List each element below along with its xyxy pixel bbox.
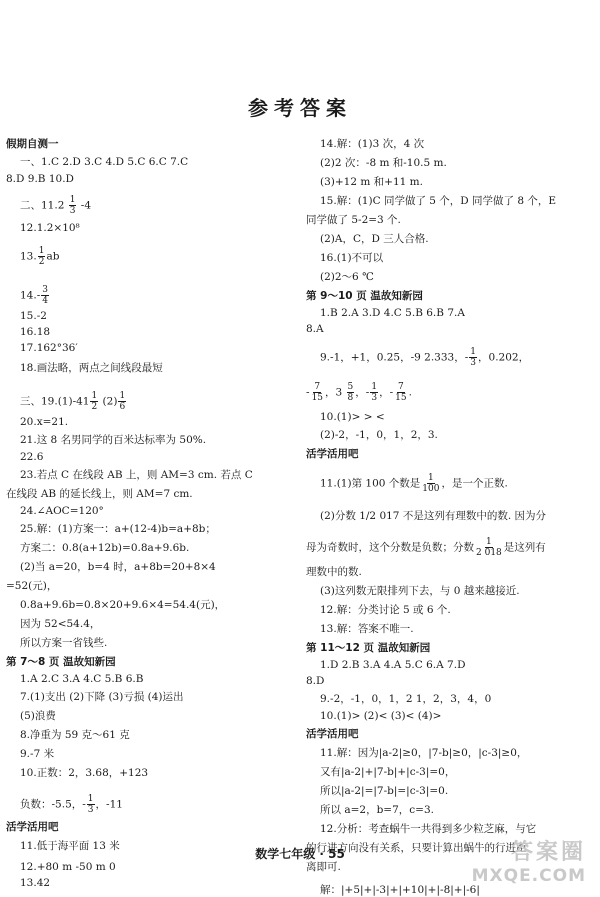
fraction <box>38 246 46 267</box>
fraction <box>347 382 355 403</box>
answer-line <box>6 794 286 815</box>
answer-line <box>6 195 286 216</box>
answer-text: 11.(1)第 100 个数是 <box>320 477 421 490</box>
answer-text: 9.-1，+1，0.25，-9 2.333，- <box>320 351 469 364</box>
answer-line: 又有|a-2|+|7-b|+|c-3|=0， <box>320 766 456 778</box>
answer-line <box>6 391 286 412</box>
answer-line: 18.画法略，两点之间线段最短 <box>20 362 163 374</box>
fraction-numerator: 1 <box>486 537 492 547</box>
answer-line: (2)当 a=20，b=4 时，a+8b=20+8×4 <box>20 561 216 573</box>
fraction-numerator: 1 <box>119 391 126 401</box>
answer-line: (2)2 次：-8 m 和-10.5 m. <box>320 157 447 169</box>
fraction-numerator: 1 <box>87 794 94 804</box>
punctuation: ，- <box>355 386 370 399</box>
answer-line: 16.(1)不可以 <box>320 252 384 264</box>
fraction <box>118 391 126 412</box>
fraction-denominator: 3 <box>371 393 378 403</box>
fraction-numerator: 1 <box>371 382 378 392</box>
fraction-numerator: 7 <box>314 382 321 392</box>
fraction <box>311 382 324 403</box>
answer-line: 1.A 2.C 3.A 4.C 5.B 6.B <box>20 673 144 685</box>
answer-line: (3)+12 m 和+11 m. <box>320 176 423 188</box>
answer-text: 13. <box>20 250 37 263</box>
answer-line: 解：|+5|+|-3|+|+10|+|-8|+|-6| <box>320 884 480 896</box>
answer-line: 8.D <box>306 675 325 687</box>
fraction-numerator: 7 <box>398 382 404 392</box>
answer-line: 1.B 2.A 3.D 4.C 5.B 6.B 7.A <box>320 307 465 319</box>
section-heading: 活学活用吧 <box>6 821 59 833</box>
fraction <box>421 473 440 494</box>
fraction-denominator: 4 <box>42 296 48 306</box>
fraction-numerator: 1 <box>470 347 477 357</box>
answer-line: 10.正数：2，3.68，+123 <box>20 767 149 779</box>
punctuation: . <box>408 386 412 399</box>
fraction-numerator: 1 <box>91 391 98 401</box>
fraction-numerator: 1 <box>38 246 45 256</box>
answer-line <box>306 347 594 368</box>
answer-line: 11.低于海平面 13 米 <box>20 840 120 852</box>
fraction <box>90 391 98 412</box>
answer-line: 的行进方向没有关系，只要计算出蜗牛的行进距 <box>306 842 527 854</box>
fraction-numerator: 1 <box>428 473 434 483</box>
page-footer: 数学七年级 · 55 <box>255 847 345 861</box>
answer-text: (2) <box>99 395 118 408</box>
fraction-numerator: 1 <box>69 195 76 205</box>
answer-column-right <box>306 136 594 897</box>
answer-line <box>306 537 594 558</box>
punctuation: ，3 <box>325 386 346 399</box>
section-heading: 活学活用吧 <box>306 728 359 740</box>
answer-line: 所以 a=2，b=7，c=3. <box>320 804 434 816</box>
answer-text: ，-11 <box>95 798 123 811</box>
answer-line: (2)A，C，D 三人合格. <box>320 233 429 245</box>
answer-text: ，是一个正数. <box>441 477 508 490</box>
fraction-denominator: 2 <box>91 402 98 412</box>
answer-line: (5)浪费 <box>20 710 56 722</box>
answer-line: 一、1.C 2.D 3.C 4.D 5.C 6.C 7.C <box>20 156 189 168</box>
answer-line <box>306 473 594 494</box>
answer-line: 17.162°36′ <box>20 342 78 354</box>
answer-text: 是这列有 <box>503 541 546 554</box>
answer-line: 15.解：(1)C 同学做了 5 个，D 同学做了 8 个，E <box>320 195 557 207</box>
fraction-numerator: 5 <box>347 382 354 392</box>
section-heading: 第 11～12 页 温故知新园 <box>306 642 431 654</box>
answer-line: 25.解：(1)方案一：a+(12-4)b=a+8b； <box>20 523 216 535</box>
watermark-logo <box>472 835 586 886</box>
answer-line: =52(元)， <box>6 580 58 592</box>
answer-line: 15.-2 <box>20 310 47 322</box>
answer-line: 方案二：0.8(a+12b)=0.8a+9.6b. <box>20 542 190 554</box>
fraction <box>370 382 378 403</box>
fraction-denominator: 100 <box>422 484 440 494</box>
answer-line <box>6 285 286 306</box>
answer-text: 14.- <box>20 289 41 302</box>
fraction-denominator: 2 <box>38 257 45 267</box>
answer-line: 14.解：(1)3 次，4 次 <box>320 138 425 150</box>
answer-text: -4 <box>77 199 92 212</box>
section-heading: 第 9～10 页 温故知新园 <box>306 290 423 302</box>
answer-line: 因为 52<54.4， <box>20 618 101 630</box>
answer-line: 16.18 <box>20 326 51 338</box>
answer-line: 12.解：分类讨论 5 或 6 个. <box>320 604 451 616</box>
watermark-text-en: MXQE.COM <box>471 866 586 886</box>
answer-line: 9.-7 米 <box>20 748 55 760</box>
answer-text: 负数：-5.5，- <box>20 798 86 811</box>
answer-line: 12.+80 m -50 m 0 <box>20 861 116 873</box>
answer-line: 8.A <box>306 323 324 335</box>
answer-line: 1.D 2.B 3.A 4.A 5.C 6.A 7.D <box>320 659 466 671</box>
answer-line: (2)2～6 ℃ <box>320 271 374 283</box>
answer-line: 在线段 AB 的延长线上，则 AM=7 cm. <box>6 488 193 500</box>
fraction-numerator: 3 <box>42 285 48 295</box>
answer-line: 10.(1)> > < <box>320 411 385 423</box>
answer-line: 13.42 <box>20 877 51 889</box>
answer-line: 9.-2，-1，0，1，2 1，2，3，4，0 <box>320 693 492 705</box>
answer-line: 离即可. <box>306 861 341 873</box>
fraction-denominator: 3 <box>470 358 477 368</box>
fraction-denominator: 15 <box>311 393 324 403</box>
answer-line: 24.∠AOC=120° <box>20 505 104 517</box>
answer-line <box>6 246 286 267</box>
answer-text: 三、19.(1)-41 <box>20 395 90 408</box>
answer-line: (2)-2，-1，0，1，2，3. <box>320 429 438 441</box>
fraction-denominator: 8 <box>347 393 354 403</box>
answer-text: 母为奇数时，这个分数是负数；分数 <box>306 541 474 554</box>
answer-line: 8.净重为 59 克～61 克 <box>20 729 130 741</box>
answer-column-left <box>6 136 286 889</box>
answer-line: 8.D 9.B 10.D <box>6 173 74 185</box>
answer-line: 0.8a+9.6b=0.8×20+9.6×4=54.4(元)， <box>20 599 226 611</box>
answer-line: 所以方案一省钱些. <box>20 637 108 649</box>
fraction-denominator: 3 <box>69 206 76 216</box>
fraction-denominator: 6 <box>119 402 126 412</box>
fraction <box>41 285 49 306</box>
answer-line: (2)分数 1/2 017 不是这列有理数中的数. 因为分 <box>320 510 547 522</box>
fraction <box>87 794 95 815</box>
answer-line: 12.分析：考查蜗牛一共得到多少粒芝麻，与它 <box>320 823 537 835</box>
fraction <box>394 382 407 403</box>
fraction-denominator: 3 <box>87 805 94 815</box>
fraction <box>475 537 503 558</box>
answer-text: ab <box>46 250 60 263</box>
answer-line: (3)这列数无限排列下去，与 0 越来越接近. <box>320 585 520 597</box>
answer-line: 同学做了 5-2=3 个. <box>306 214 401 226</box>
punctuation: - <box>306 386 310 399</box>
section-heading: 假期自测一 <box>6 138 59 150</box>
answer-line: 21.这 8 名男同学的百米达标率为 50%. <box>20 434 207 446</box>
fraction <box>469 347 477 368</box>
answer-text: 二、11.2 <box>20 199 68 212</box>
answer-line: 13.解：答案不唯一. <box>320 623 414 635</box>
fraction-denominator: 2 018 <box>476 548 502 558</box>
page-title: 参考答案 <box>248 96 352 120</box>
answer-text: ，0.202， <box>478 351 530 364</box>
fraction <box>69 195 77 216</box>
answer-line: 7.(1)支出 (2)下降 (3)亏损 (4)运出 <box>20 691 184 703</box>
watermark-text-cn: 答案圈 <box>510 840 586 865</box>
punctuation: ，- <box>379 386 394 399</box>
answer-line: 11.解：因为|a-2|≥0，|7-b|≥0，|c-3|≥0， <box>320 747 528 759</box>
answer-line: 所以|a-2|=|7-b|=|c-3|=0. <box>320 785 449 797</box>
section-heading: 活学活用吧 <box>306 448 359 460</box>
answer-line: 23.若点 C 在线段 AB 上，则 AM=3 cm. 若点 C <box>20 469 253 481</box>
answer-line: 20.x=21. <box>20 416 69 428</box>
section-heading: 第 7～8 页 温故知新园 <box>6 656 116 668</box>
answer-line: 12.1.2×10⁸ <box>20 222 80 234</box>
answer-line: 22.6 <box>20 451 44 463</box>
answer-line <box>306 382 594 403</box>
fraction-denominator: 15 <box>395 393 407 403</box>
answer-line: 10.(1)> (2)< (3)< (4)> <box>320 710 442 722</box>
answer-line: 理数中的数. <box>306 566 362 578</box>
